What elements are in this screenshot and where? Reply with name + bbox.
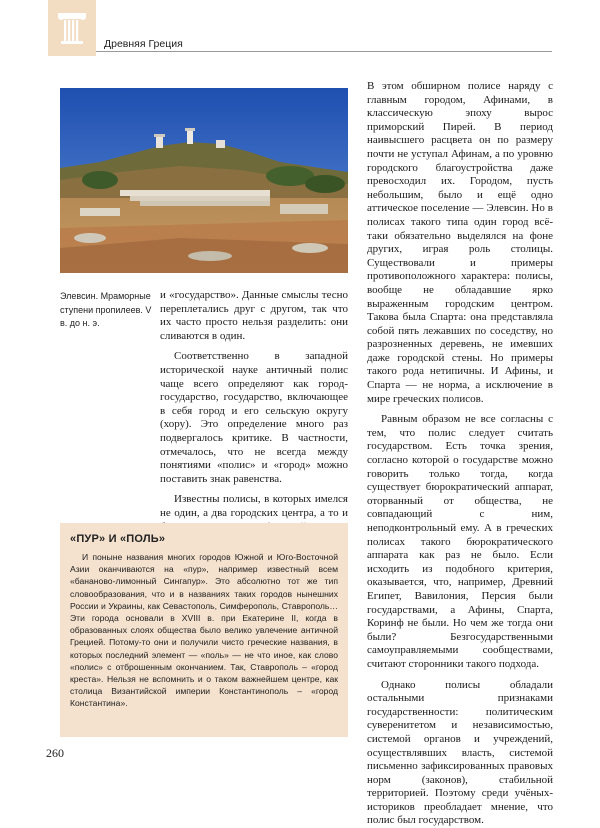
sidebar-title: «ПУР» И «ПОЛЬ»	[70, 533, 166, 545]
paragraph: Однако полисы обладали остальными признаками государственности: политическим суверенитетом и независимостью, системой органов и учреждений, осуществлявших власть, системой письменно зафиксированных правовых норм (законов), стабильной территорией. Поэтому среди учёных-историков преобладает мнение, что полис был государством.	[367, 678, 553, 827]
paragraph: В этом обширном полисе наряду с главным городом, Афинами, в классическую эпоху вырос приморский Пирей. В период наивысшего расцвета он по размеру почти не уступал Афинам, а по уровню городского благоустройства даже превосходил их. Городом, пусть небольшим, было и ещё одно аттическое поселение — Элевсин. Но в полисах такого типа один город всё-таки обязательно выделялся на фоне других, играя роль столицы. Существовали и примеры противоположного характера: полисы, вообще не обладавшие ярко выраженным городским центром. Такова была Спарта: она представляла собой пять лежавших по соседству, но разрозненных деревень, не имевших даже городской стены. Но примеры такого рода нетипичны. И Афины, и Спарта — не норма, а исключение в мире греческих полисов.	[367, 80, 553, 405]
sidebar-box	[60, 523, 348, 737]
page-header	[0, 0, 600, 58]
paragraph: Соответственно в западной исторической науке античный полис чаще всего определяют как город-государство, государство, включающее в себя город и его сельскую округу (хору). Это определение много раз подвергалось критике. В частности, отмечалось, что не всегда между понятиями «полис» и «город» можно поставить знак равенства.	[160, 350, 348, 485]
paragraph: Равным образом не все согласны с тем, что полис следует считать государством. Есть точка зрения, согласно которой о государстве можно говорить только тогда, когда существует бюрократический аппарат, оторванный от общества, не совпадающий с ним, неподконтрольный ему. А в греческих полисах такого бюрократического аппарата как раз не было. Если исходить из подобного критерия, оказывается, что, например, Древний Египет, Вавилония, Персия были государствами, а Афины, Спарта, Коринф не были. Но чем же тогда они были? Безгосударственными самоуправляемыми сообществами, считают сторонники такого подхода.	[367, 413, 553, 670]
page-number: 260	[46, 746, 64, 760]
ionic-column-icon	[57, 9, 87, 47]
photo-caption: Элевсин. Мраморные ступени пропилеев. V в. до н. э.	[60, 291, 152, 328]
paragraph: Известны полисы, в которых имелся не один, а два городских центра, а то и	[160, 493, 348, 519]
right-text-column	[367, 80, 553, 828]
middle-text-column	[160, 289, 348, 548]
paragraph: и «государство». Данные смыслы тесно переплетались друг с другом, так что их часто просто нельзя разделить: они сливаются в один.	[160, 289, 348, 342]
sidebar-text: И поныне названия многих городов Южной и Юго-Восточной Азии оканчиваются на «пур», например известный всем «бананово-лимонный Сингапур». Это абсолютно тот же тип словообразования, что и в названиях таких городов нынешних России и Украины, как Севастополь, Симферополь, Ставрополь… Эти города основали в XVIII в. при Екатерине II, когда в образованных слоях общества было велико увлечение античной Грецией. Потому-то они и получили чисто греческие названия, в которых последний элемент — «поль» — не что иное, как слово «полис» с отброшенным окончанием. Так, Ставрополь – «город креста». Нельзя не вспомнить и о таком важнейшем центре, как столица Византийской империи Константинополь – «город Константина».	[70, 552, 338, 709]
section-title: Древняя Греция	[104, 38, 183, 50]
eleusis-ruins-photo	[60, 88, 348, 273]
section-logo	[48, 0, 96, 56]
header-divider	[96, 51, 552, 52]
